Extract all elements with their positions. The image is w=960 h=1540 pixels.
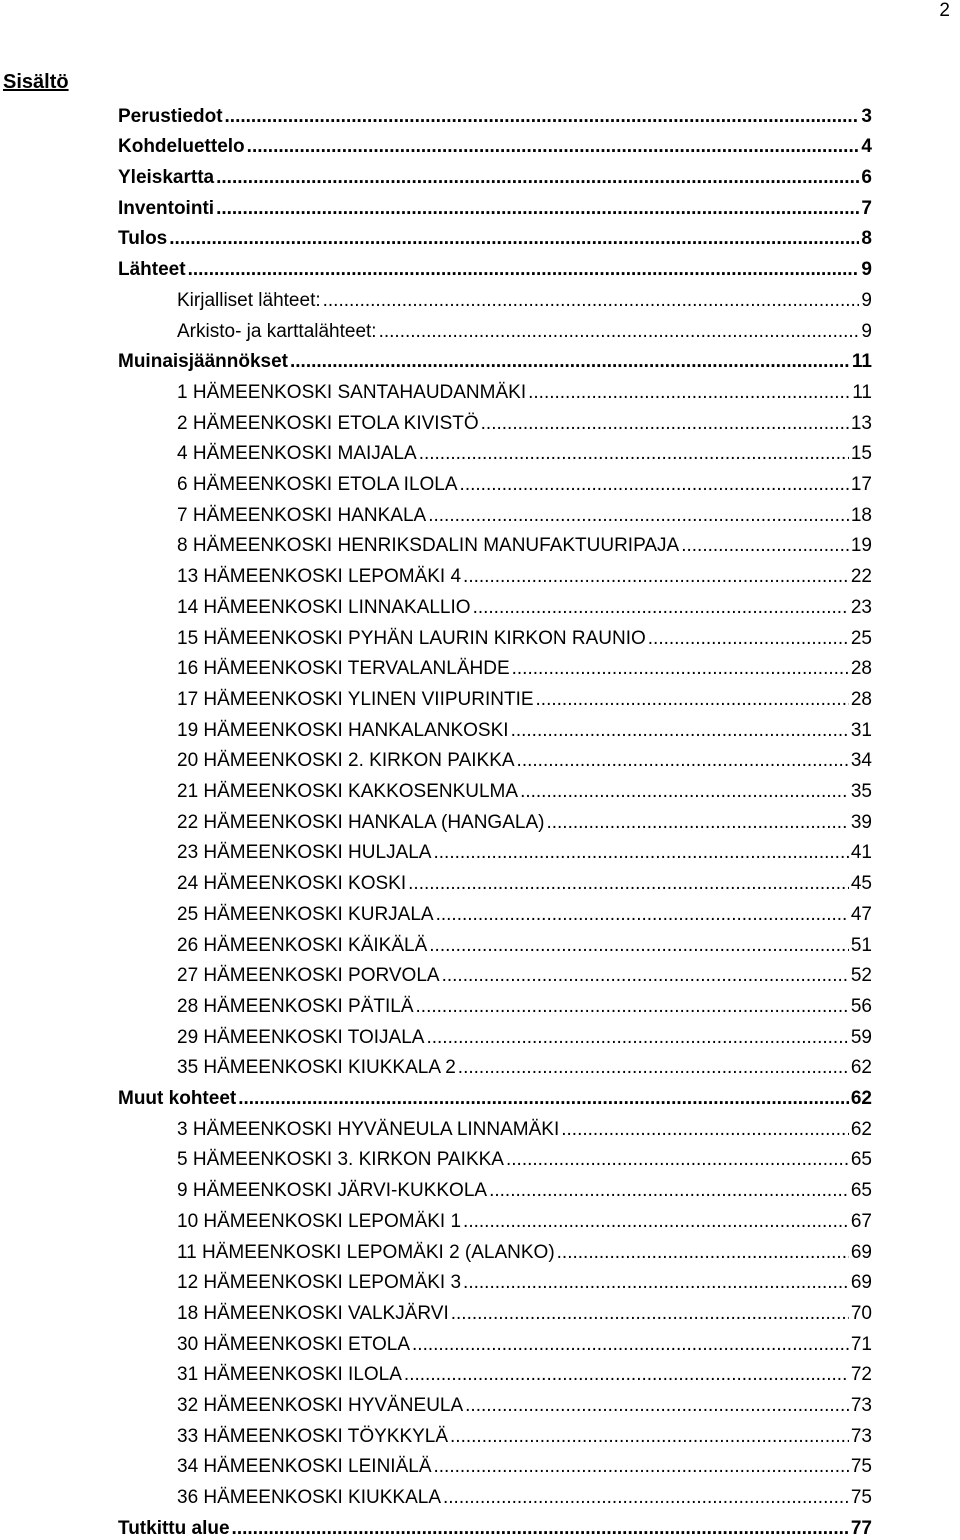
toc-entry[interactable] <box>118 158 872 189</box>
toc-entry-title: 12 HÄMEENKOSKI LEPOMÄKI 3 <box>177 1272 462 1294</box>
toc-entry[interactable] <box>177 1448 872 1479</box>
toc-entry[interactable] <box>177 1325 872 1356</box>
toc-entry[interactable] <box>177 435 872 466</box>
toc-entry-title: 18 HÄMEENKOSKI VALKJÄRVI <box>177 1302 449 1324</box>
toc-entry[interactable] <box>118 220 872 251</box>
toc-entry[interactable] <box>177 1018 872 1049</box>
toc-entry[interactable] <box>118 251 872 282</box>
toc-entry[interactable] <box>177 803 872 834</box>
toc-dot-leader <box>512 658 849 680</box>
toc-dot-leader <box>460 474 849 496</box>
toc-dot-leader <box>528 382 850 404</box>
toc-entry-page-number: 59 <box>850 1026 872 1048</box>
toc-entry[interactable] <box>177 680 872 711</box>
toc-entry-title: 9 HÄMEENKOSKI JÄRVI-KUKKOLA <box>177 1180 488 1202</box>
toc-entry[interactable] <box>177 957 872 988</box>
toc-entry-page-number: 28 <box>850 658 872 680</box>
toc-entry-title: 10 HÄMEENKOSKI LEPOMÄKI 1 <box>177 1210 462 1232</box>
toc-entry-title: 33 HÄMEENKOSKI TÖYKKYLÄ <box>177 1425 449 1447</box>
toc-entry-title: 7 HÄMEENKOSKI HANKALA <box>177 504 427 526</box>
toc-dot-leader <box>216 198 859 220</box>
toc-entry-title: Kirjalliset lähteet: <box>177 289 321 311</box>
toc-entry[interactable] <box>177 1233 872 1264</box>
toc-entry-title: 1 HÄMEENKOSKI SANTAHAUDANMÄKI <box>177 381 527 403</box>
toc-entry-page-number: 23 <box>850 596 872 618</box>
toc-dot-leader <box>465 1395 849 1417</box>
toc-entry[interactable] <box>177 465 872 496</box>
toc-entry[interactable] <box>118 1509 872 1540</box>
toc-entry[interactable] <box>177 895 872 926</box>
toc-entry[interactable] <box>177 1479 872 1510</box>
toc-entry-page-number: 41 <box>850 842 872 864</box>
toc-entry[interactable] <box>177 1141 872 1172</box>
toc-entry-page-number: 69 <box>850 1272 872 1294</box>
toc-heading[interactable]: Sisältö <box>3 71 69 93</box>
toc-entry-page-number: 77 <box>850 1517 872 1539</box>
toc-entry-title: 24 HÄMEENKOSKI KOSKI <box>177 873 407 895</box>
toc-entry-page-number: 31 <box>850 719 872 741</box>
toc-entry-title: 28 HÄMEENKOSKI PÄTILÄ <box>177 995 414 1017</box>
toc-entry-page-number: 72 <box>850 1364 872 1386</box>
toc-dot-leader <box>169 228 859 250</box>
toc-entry-title: Tutkittu alue <box>118 1517 230 1539</box>
toc-entry-page-number: 45 <box>850 873 872 895</box>
toc-entry-title: 30 HÄMEENKOSKI ETOLA <box>177 1333 411 1355</box>
toc-entry-title: Tulos <box>118 228 168 250</box>
toc-entry[interactable] <box>177 527 872 558</box>
toc-entry-title: 5 HÄMEENKOSKI 3. KIRKON PAIKKA <box>177 1149 504 1171</box>
toc-entry-page-number: 73 <box>850 1425 872 1447</box>
toc-entry-page-number: 75 <box>850 1487 872 1509</box>
toc-entry-page-number: 13 <box>850 412 872 434</box>
toc-entry-page-number: 22 <box>850 566 872 588</box>
toc-entry-page-number: 34 <box>850 750 872 772</box>
toc-entry-page-number: 18 <box>850 504 872 526</box>
toc-dot-leader <box>517 750 849 772</box>
toc-entry-page-number: 62 <box>850 1088 872 1110</box>
toc-entry-page-number: 56 <box>850 995 872 1017</box>
toc-entry[interactable] <box>177 711 872 742</box>
toc-entry[interactable] <box>177 281 872 312</box>
toc-dot-leader <box>412 1334 849 1356</box>
toc-entry-page-number: 3 <box>861 105 872 127</box>
toc-entry-page-number: 39 <box>850 811 872 833</box>
toc-dot-leader <box>473 597 849 619</box>
toc-entry-page-number: 62 <box>850 1118 872 1140</box>
toc-entry-title: 21 HÄMEENKOSKI KAKKOSENKULMA <box>177 781 519 803</box>
toc-dot-leader <box>232 1518 849 1540</box>
toc-entry-title: Kohdeluettelo <box>118 136 245 158</box>
toc-entry-page-number: 28 <box>850 688 872 710</box>
toc-entry-title: 2 HÄMEENKOSKI ETOLA KIVISTÖ <box>177 412 479 434</box>
toc-dot-leader <box>323 290 860 312</box>
toc-dot-leader <box>216 167 859 189</box>
toc-entry-page-number: 15 <box>850 443 872 465</box>
toc-dot-leader <box>442 965 849 987</box>
toc-dot-leader <box>681 535 849 557</box>
toc-entry-title: 20 HÄMEENKOSKI 2. KIRKON PAIKKA <box>177 750 515 772</box>
toc-entry-title: Perustiedot <box>118 105 223 127</box>
toc-entry[interactable] <box>177 650 872 681</box>
toc-entry-title: 15 HÄMEENKOSKI PYHÄN LAURIN KIRKON RAUNIO <box>177 627 646 649</box>
toc-dot-leader <box>238 1088 849 1110</box>
toc-entry-title: 35 HÄMEENKOSKI KIUKKALA 2 <box>177 1057 456 1079</box>
toc-entry-title: Lähteet <box>118 259 186 281</box>
toc-entry-title: 25 HÄMEENKOSKI KURJALA <box>177 903 434 925</box>
toc-entry[interactable] <box>118 343 872 374</box>
toc-entry[interactable] <box>177 1049 872 1080</box>
toc-entry-page-number: 75 <box>850 1456 872 1478</box>
toc-entry-title: 22 HÄMEENKOSKI HANKALA (HANGALA) <box>177 811 545 833</box>
toc-entry-page-number: 52 <box>850 965 872 987</box>
toc-dot-leader <box>463 1211 849 1233</box>
toc-entry-page-number: 71 <box>850 1333 872 1355</box>
toc-entry[interactable] <box>177 1386 872 1417</box>
toc-entry[interactable] <box>177 772 872 803</box>
toc-dot-leader <box>520 781 849 803</box>
toc-entry-title: 3 HÄMEENKOSKI HYVÄNEULA LINNAMÄKI <box>177 1118 560 1140</box>
toc-entry-title: 26 HÄMEENKOSKI KÄIKÄLÄ <box>177 934 428 956</box>
toc-dot-leader <box>290 351 850 373</box>
toc-entry[interactable] <box>177 1356 872 1387</box>
toc-entry-page-number: 6 <box>861 167 872 189</box>
toc-dot-leader <box>561 1119 849 1141</box>
page-number: 2 <box>939 0 950 21</box>
toc-entry-page-number: 70 <box>850 1302 872 1324</box>
toc-entry-title: Muinaisjäännökset <box>118 351 288 373</box>
toc-dot-leader <box>416 996 849 1018</box>
toc-entry-title: 13 HÄMEENKOSKI LEPOMÄKI 4 <box>177 566 462 588</box>
toc-entry-page-number: 47 <box>850 903 872 925</box>
toc-entry-title: 19 HÄMEENKOSKI HANKALANKOSKI <box>177 719 509 741</box>
toc-entry-title: 32 HÄMEENKOSKI HYVÄNEULA <box>177 1395 464 1417</box>
toc-entry[interactable] <box>118 1079 872 1110</box>
toc-dot-leader <box>419 443 849 465</box>
toc-entry-title: Yleiskartta <box>118 167 215 189</box>
toc-entry[interactable] <box>177 1172 872 1203</box>
toc-entry-page-number: 65 <box>850 1180 872 1202</box>
toc-entry-page-number: 9 <box>861 289 872 311</box>
toc-dot-leader <box>506 1149 849 1171</box>
toc-dot-leader <box>463 1272 849 1294</box>
toc-dot-leader <box>408 873 849 895</box>
toc-entry-title: 31 HÄMEENKOSKI ILOLA <box>177 1364 402 1386</box>
toc-dot-leader <box>481 413 849 435</box>
toc-entry-page-number: 25 <box>850 627 872 649</box>
toc-dot-leader <box>546 812 848 834</box>
toc-dot-leader <box>429 935 849 957</box>
toc-entry[interactable] <box>177 834 872 865</box>
toc-entry[interactable] <box>177 404 872 435</box>
toc-entry-title: 34 HÄMEENKOSKI LEINIÄLÄ <box>177 1456 432 1478</box>
toc-entry[interactable] <box>177 742 872 773</box>
toc-dot-leader <box>433 842 848 864</box>
toc-entry-page-number: 65 <box>850 1149 872 1171</box>
toc-dot-leader <box>379 321 860 343</box>
toc-entry[interactable] <box>177 987 872 1018</box>
toc-dot-leader <box>225 106 860 128</box>
toc-dot-leader <box>648 628 849 650</box>
toc-dot-leader <box>404 1364 849 1386</box>
toc-dot-leader <box>463 566 849 588</box>
toc-entry-page-number: 19 <box>850 535 872 557</box>
toc-entry[interactable] <box>177 312 872 343</box>
toc-entry-title: 8 HÄMEENKOSKI HENRIKSDALIN MANUFAKTUURIPAJA <box>177 535 680 557</box>
toc-entry-title: 16 HÄMEENKOSKI TERVALANLÄHDE <box>177 658 510 680</box>
toc-entry[interactable] <box>177 496 872 527</box>
toc-entry[interactable] <box>177 588 872 619</box>
toc-dot-leader <box>434 1456 849 1478</box>
toc-entry-page-number: 8 <box>861 228 872 250</box>
toc-entry-title: 6 HÄMEENKOSKI ETOLA ILOLA <box>177 474 458 496</box>
toc-entry-title: 36 HÄMEENKOSKI KIUKKALA <box>177 1487 441 1509</box>
toc-entry-page-number: 9 <box>861 259 872 281</box>
toc-entry-title: 29 HÄMEENKOSKI TOIJALA <box>177 1026 425 1048</box>
toc-dot-leader <box>247 136 860 158</box>
toc-dot-leader <box>450 1426 849 1448</box>
toc-entry-title: Arkisto- ja karttalähteet: <box>177 320 377 342</box>
toc-entry[interactable] <box>177 1202 872 1233</box>
toc-dot-leader <box>428 505 849 527</box>
toc-entry-page-number: 51 <box>850 934 872 956</box>
toc-entry-title: 4 HÄMEENKOSKI MAIJALA <box>177 443 417 465</box>
toc-entry-title: Muut kohteet <box>118 1088 237 1110</box>
toc-entry-page-number: 4 <box>861 136 872 158</box>
toc-entry-title: 27 HÄMEENKOSKI PORVOLA <box>177 965 440 987</box>
toc-dot-leader <box>511 720 849 742</box>
toc-entry[interactable] <box>177 1294 872 1325</box>
toc-entry-page-number: 7 <box>861 197 872 219</box>
toc-entry-title: 11 HÄMEENKOSKI LEPOMÄKI 2 (ALANKO) <box>177 1241 555 1263</box>
toc-entry[interactable] <box>118 128 872 159</box>
toc-entry[interactable] <box>177 619 872 650</box>
toc-dot-leader <box>557 1242 849 1264</box>
toc-dot-leader <box>443 1487 849 1509</box>
toc-entry-page-number: 17 <box>850 474 872 496</box>
toc-entry[interactable] <box>177 926 872 957</box>
toc-entry-page-number: 35 <box>850 781 872 803</box>
toc-entry-page-number: 62 <box>850 1057 872 1079</box>
toc-entry-title: 17 HÄMEENKOSKI YLINEN VIIPURINTIE <box>177 688 534 710</box>
toc-dot-leader <box>489 1180 849 1202</box>
toc-entry-page-number: 73 <box>850 1395 872 1417</box>
toc-entry-page-number: 9 <box>861 320 872 342</box>
toc-dot-leader <box>426 1027 848 1049</box>
toc-entry-title: 14 HÄMEENKOSKI LINNAKALLIO <box>177 596 471 618</box>
toc-entry-page-number: 69 <box>850 1241 872 1263</box>
toc-entry[interactable] <box>177 373 872 404</box>
toc-entry-page-number: 67 <box>850 1210 872 1232</box>
toc-entry-page-number: 11 <box>851 351 872 373</box>
toc-dot-leader <box>451 1303 849 1325</box>
toc-entry-page-number: 11 <box>852 381 872 403</box>
toc-entry[interactable] <box>177 558 872 589</box>
toc-entry[interactable] <box>177 865 872 896</box>
toc-entry[interactable] <box>177 1264 872 1295</box>
toc-entry[interactable] <box>118 189 872 220</box>
toc-entry[interactable] <box>177 1417 872 1448</box>
toc-entry-title: Inventointi <box>118 197 215 219</box>
toc-entry[interactable] <box>118 97 872 128</box>
toc-dot-leader <box>458 1057 849 1079</box>
toc-dot-leader <box>536 689 849 711</box>
toc-dot-leader <box>436 904 849 926</box>
toc-entry[interactable] <box>177 1110 872 1141</box>
toc-dot-leader <box>188 259 860 281</box>
toc-entry-title: 23 HÄMEENKOSKI HULJALA <box>177 842 432 864</box>
